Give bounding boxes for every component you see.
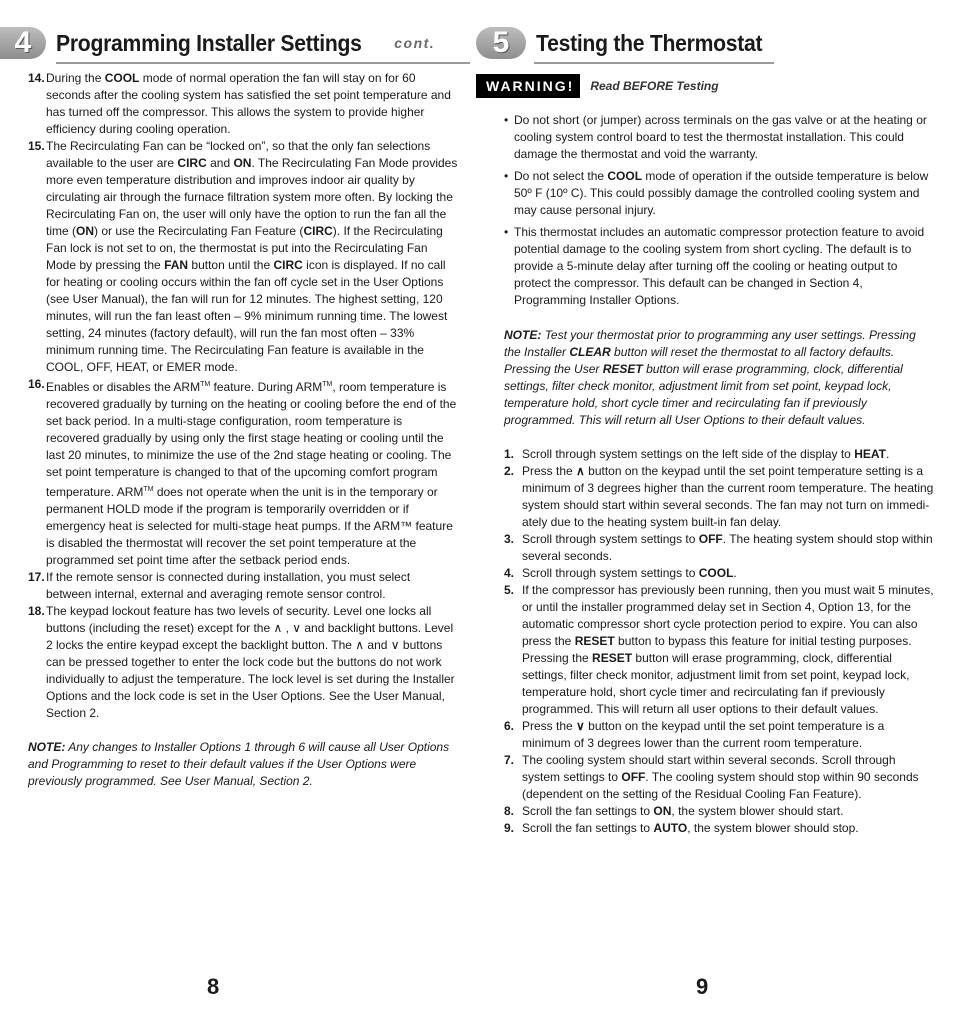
warning-label: WARNING! [476,74,580,98]
step-number: 4. [504,566,515,580]
header-rule [534,62,774,64]
step-item [504,531,934,565]
step-number: 6. [504,719,515,733]
step-item [504,752,934,803]
step-text: Scroll the fan settings to ON, the system blower should start. [522,804,844,818]
item-text: The Recirculating Fan can be “locked on”, so that the only fan selections available to the user are CIRC and ON. The Recirculating Fan Mode provides more even temperature distribution and improves indoor air quality by circulating air through the furnace filtration system more often. By locking the Recirculating Fan on, the user will only have the option to run the fan all the time (ON) or use the Recirculating Fan Feature (CIRC). If the Recirculating Fan lock is not set to on, the thermostat is put into the Recirculating Fan Mode by pressing the FAN button until the CIRC icon is displayed. If no call for heating or cooling occurs within the fan off cycle set in the User Options (see User Manual), the fan will run for 12 minutes. The highest setting, 120 minutes, will run the fan least often – 9% minimum running time. The lowest setting, 24 minutes (factory default), will run the fan most often – 33% minimum running time. The Recirculating Fan feature is available in the COOL, OFF, HEAT, or EMER mode. [46,139,458,374]
step-text: Scroll through system settings to COOL. [522,566,737,580]
list-item [28,138,458,376]
note-label: NOTE: [28,740,66,754]
section-title: Testing the Thermostat [536,29,763,56]
section-cont-label: cont. [394,35,436,51]
step-text: Press the ∨ button on the keypad until the set point temperature is a minimum of 3 degrees lower than the current room temperature. [522,719,885,750]
step-text: Scroll through system settings to OFF. The heating system should stop within several seconds. [522,532,933,563]
section-4-header [0,22,470,64]
step-number: 9. [504,821,515,835]
step-text: If the compressor has previously been running, then you must wait 5 minutes, or until the installer programmed delay set in Section 4, Option 13, for the automatic compressor short cycle protection period to expire. You can also press the RESET button to bypass this feature for initial testing purposes. Pressing the RESET button will erase programming, clock, differential settings, filter check monitor, adjustment limit from set point, keypad lock, temperature hold, short cycle timer and recirculating fan if previously programmed. This will return all user options to their default values. [522,583,934,716]
item-number: 16. [28,377,45,391]
list-item [28,376,458,569]
section-5-header [476,22,944,64]
step-item [504,582,934,718]
item-number: 17. [28,570,45,584]
note-text: Any changes to Installer Options 1 through 6 will cause all User Options and Programming to reset to their default values if the User Options were previously programmed. See User Manual, Section 2. [28,740,450,788]
right-page [476,22,944,837]
section-title: Programming Installer Settings [56,29,362,56]
step-item [504,803,934,820]
page-number-left: 8 [207,974,220,999]
numbered-steps [504,446,934,837]
bullet-item: • Do not short (or jumper) across terminals on the gas valve or at the heating or cooling system control board to test the thermostat installation. This could damage the thermostat and void the warranty. [504,112,934,163]
step-number: 8. [504,804,515,818]
warning-subtitle: Read BEFORE Testing [590,79,719,93]
installer-settings-body [0,64,470,790]
step-item [504,446,934,463]
step-text: The cooling system should start within several seconds. Scroll through system settings to OFF. The cooling system should stop within 90 seconds (dependent on the setting of the Residual Cooling Fan Feature). [522,753,919,801]
section-number-badge: 5 [476,27,526,59]
list-item [28,70,458,138]
step-item [504,718,934,752]
step-text: Press the ∧ button on the keypad until the set point temperature setting is a minimum of 3 degrees higher than the current room temperature. The heating system should start within several seconds. The fan may not turn on immedi- ately due to the heating system built-in fan delay. [522,464,934,529]
step-number: 1. [504,447,515,461]
bullet-item: • This thermostat includes an automatic compressor protection feature to avoid potential damage to the cooling system from short cycling. The default is to provide a 5-minute delay after turning off the cooling or heating output to protect the compressor. This default can be changed in Section 4, Programming Installer Options. [504,224,934,309]
note-label: NOTE: [504,328,542,342]
list-item [28,603,458,722]
bullet-list [504,112,934,309]
step-number: 7. [504,753,515,767]
page-number-right: 9 [696,974,709,999]
item-text: Enables or disables the ARM™ feature. During ARM™, room temperature is recovered gradually by turning on the heating or cooling before the end of the set back period. In a multi-stage configuration, room temperature is recovered gradually by using only the first stage heating or cooling until the last 20 minutes, to minimize the use of the 2nd stage heating or cooling. The set point temperature is changed to that of the upcoming comfort program temperature. ARM™ does not operate when the unit is in the temporary or permanent HOLD mode if the program is temporarily overridden or if emergency heat is selected for multi-stage heat pumps. If the ARM™ feature is disabled the thermostat will recover the set point temperature at the programmed set point time after the setback period ends. [46,380,457,567]
step-number: 5. [504,583,515,597]
note-paragraph [28,739,458,790]
item-text: If the remote sensor is connected during installation, you must select between internal, external and averaging remote sensor control. [46,570,411,601]
step-number: 2. [504,464,515,478]
header-rule [56,62,470,64]
warning-banner [476,74,944,98]
step-item [504,565,934,582]
item-number: 18. [28,604,45,618]
left-page [0,22,470,790]
item-text: The keypad lockout feature has two levels of security. Level one locks all buttons (including the reset) except for the ∧ , ∨ and backlight buttons. Level 2 locks the entire keypad except the backlight button. The ∧ and ∨ buttons can be pressed together to enter the lock code but the buttons do not work individually to adjust the temperature. The lock level is set during the Installer Options and the lock code is set in the User Options. See the User Manual, Section 2. [46,604,455,720]
step-number: 3. [504,532,515,546]
item-number: 14. [28,71,45,85]
step-text: Scroll through system settings on the left side of the display to HEAT. [522,447,890,461]
item-number: 15. [28,139,45,153]
step-item [504,820,934,837]
step-item [504,463,934,531]
note-text: Test your thermostat prior to programming any user settings. Pressing the Installer CLEAR button will reset the thermostat to all factory defaults. Pressing the User RESET button will erase programming, clock, differential settings, filter check monitor, adjustment limit from set point, keypad lock, temperature hold, short cycle timer and recirculating fan if previously programmed. This will return all User Options to their default values. [504,328,916,427]
list-item [28,569,458,603]
section-number-badge: 4 [0,27,46,59]
testing-body [476,98,944,837]
item-text: During the COOL mode of normal operation the fan will stay on for 60 seconds after the cooling system has satisfied the set point temperature and has turned off the compressor. This allows the system to provide higher efficiency during cooling operation. [46,71,451,136]
numbered-list [28,70,458,722]
step-text: Scroll the fan settings to AUTO, the system blower should stop. [522,821,859,835]
note-paragraph [504,327,934,429]
bullet-item: • Do not select the COOL mode of operation if the outside temperature is below 50º F (10º C). This could possibly damage the controlled cooling system and may cause personal injury. [504,168,934,219]
